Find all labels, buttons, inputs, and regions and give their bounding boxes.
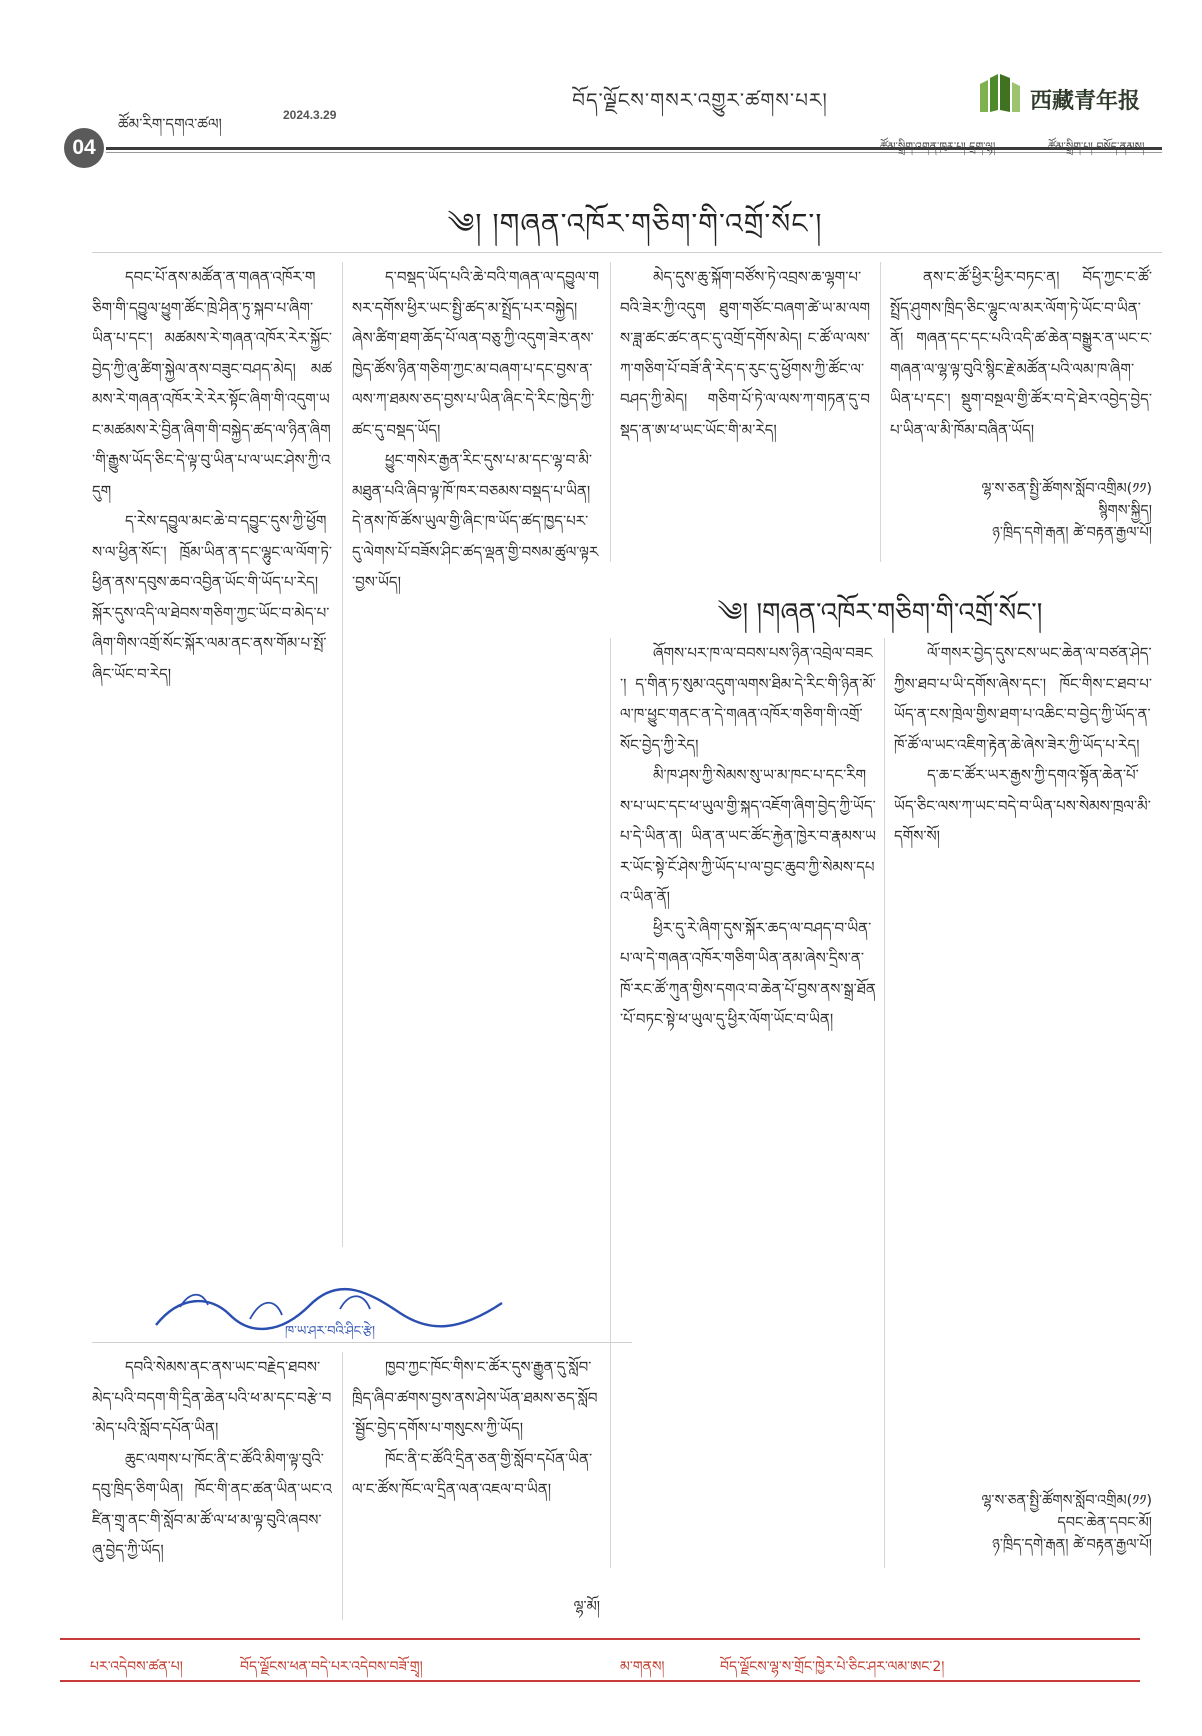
author-name: སྙིགས་སྐྱིད། — [1098, 503, 1152, 519]
article2-title: ༄། །གཞན་འཁོར་གཅིག་གི་འགྲོ་སོང་། — [717, 598, 1043, 628]
article2-column-left — [620, 638, 876, 1470]
article1-column-4 — [890, 262, 1152, 472]
paragraph: མེད་དུས་ཆུ་སྐོག་བཙོས་ཏེ་འབྲས་ཆ་ལྷག་པ་བའི་ཟེར་ཀྱི་འདུག ཐུག་གཙོང་བཞག་ཚེ་ཡ་མ་ལགས་ཟླ་ཚང་ཚང་ནང་དུ་འགྲོ་དགོས་མེད། ང་ཚོ་ལ་ལས་ཀ་གཅིག་པོ་བཟོ་ནི་རེད་ད་རུང་དུ་ཕྱོགས་ཀྱི་ཚོང་ལ་བཤད་ཀྱི་མེད། གཅིག་པོ་ཏེ་ལ་ལས་ཀ་གཏན་དུ་བསྡད་ན་ཨ་ཕ་ཡང་ཡོང་གི་མ་རེད། — [620, 268, 870, 439]
article3-column-right — [352, 1352, 600, 1588]
section-name: ཚོམ་རིག་དགའ་ཚལ། — [118, 115, 222, 133]
article1-title: ༄། །གཞན་འཁོར་གཅིག་གི་འགྲོ་སོང་། — [447, 207, 823, 240]
paragraph: ད་ཆ་ང་ཚོར་ཡར་རྒྱས་ཀྱི་དགའ་སྟོན་ཆེན་པོ་ཡོད་ཅིང་ལས་ཀ་ཡང་བདེ་བ་ཡིན་པས་སེམས་ཁྲལ་མི་དགོས་སོ། — [894, 766, 1151, 845]
proofreader-credit: ཚོམ་སྒྲིག་པ། བསོད་ནམས། — [1048, 140, 1145, 153]
paragraph: ནས་ང་ཚོ་ཕྱིར་ཕྱིར་བཏང་ན། བོད་ཀྱང་ང་ཚོ་སྤྲོད་ཤུགས་ཁྲིད་ཅིང་ལྷུང་ལ་མར་ལོག་ཏེ་ཡོང་བ་ཡིན་ནོ། གཞན་དང་དང་པའི་འདི་ཚ་ཆེན་བསྒྱུར་ན་ཡང་ང་གཞན་ལ་ལྷ་ལྟ་བུའི་སྙིང་རྗེ་མཚོན་པའི་ལམ་ཁ་ཞིག་ཡིན་པ་དང་། སྡུག་བསྔལ་གྱི་ཚོར་བ་དེ་ཐེར་འབྱེད་བྱེད་པ་ཡིན་ལ་མི་ཁོམ་བཞིན་ཡོད། — [890, 268, 1152, 439]
article2-column-right — [894, 638, 1152, 1426]
issue-date: 2024.3.29 — [283, 108, 337, 122]
column-divider — [610, 262, 611, 562]
paragraph: ཆུང་ལགས་པ་ཁོང་ནི་ང་ཚོའི་མིག་ལྟ་བུའི་དབུ་ཁྲིད་ཅིག་ཡིན། ཁོང་གི་ནང་ཚན་ཡིན་ཡང་འཛིན་གྲྭ་ནང་གི་སློབ་མ་ཚོ་ལ་ཕ་མ་ལྟ་བུའི་ཞབས་ཞུ་བྱེད་ཀྱི་ཡོད། — [92, 1449, 332, 1559]
paper-name: 西藏青年报 — [1030, 88, 1141, 114]
column-divider — [342, 1352, 343, 1620]
column-divider — [884, 638, 885, 1568]
column-divider — [610, 638, 611, 1568]
paragraph: ད་རེས་དབྱུལ་མང་ཆེ་བ་དབྱུང་དུས་ཀྱི་ཕྱོགས་ལ་ཕྱིན་སོང་། ཁྲོམ་ཡིན་ན་དང་ལྷུང་ལ་ལོག་ཏེ་ཕྱིན་ནས་དབུས་ཆབ་འབྱིན་ཡོང་གི་ཡོད་པ་རེད། སྐོར་དུས་འདི་ལ་ཐེབས་གཅིག་ཀྱང་ཡོང་བ་མེད་པ་ཞིག་གིས་འགྲོ་སོང་སྐོར་ལམ་ནང་ནས་གོམ་པ་སྤོ་ཞིང་ཡོང་བ་རེད། — [92, 512, 332, 683]
calligraphy-title: ཁ་ཡ་ཤར་བའི་ཤིང་རྩེ། — [285, 1324, 375, 1339]
title-rule — [92, 252, 1162, 253]
article1-column-2 — [352, 262, 600, 1247]
paragraph: ཁོང་ནི་ང་ཚོའི་དྲིན་ཅན་གྱི་སློབ་དཔོན་ཡིན་ལ་ང་ཚོས་ཁོང་ལ་དྲིན་ལན་འཇལ་བ་ཡིན། — [352, 1449, 593, 1498]
article2-signoff — [894, 1490, 1152, 1556]
paragraph: དབའི་སེམས་ནང་ནས་ཡང་བརྗེད་ཐབས་མེད་པའི་བདག་གི་དྲིན་ཆེན་པའི་ཕ་མ་དང་བརྩེ་བ་མེད་པའི་སློབ་དཔོན་ཡིན། — [92, 1358, 332, 1437]
advisor-name: ཉ་ཁྲིད་དགེ་རྒན། ཚེ་བརྟན་རྒྱལ་པོ། — [992, 1537, 1152, 1553]
page-number-badge: 04 — [64, 128, 104, 168]
paragraph: ཕྱིར་དུ་རེ་ཞིག་དུས་སྐོར་ཆད་ལ་བཤད་བ་ཡིན་པ་ལ་དེ་གཞན་འཁོར་གཅིག་ཡིན་ནམ་ཞེས་དྲིས་ན་ཁོ་རང་ཚོ་ཀུན་གྱིས་དགའ་བ་ཆེན་པོ་བྱས་ནས་སྒྲ་ཐོན་པོ་བཏང་སྟེ་ཕ་ཡུལ་དུ་ཕྱིར་ལོག་ཡོང་བ་ཡིན། — [620, 918, 876, 1028]
paper-logo-icon — [968, 72, 1028, 116]
article1-column-3 — [620, 262, 870, 562]
paragraph: ཕྱུང་གསེར་རྒྱན་རིང་དུས་པ་མ་དང་ལྷ་བ་མི་མཐུན་པའི་ཞིབ་ལྟ་ཁོ་ཁར་བཅམས་བསྡད་པ་ཡིན། དེ་ནས་ཁོ་ཚོས་ཡུལ་གྱི་ཞིང་ཁ་ཡོད་ཚད་ཁྱད་པར་དུ་ལེགས་པོ་བཟོས་ཤིང་ཚད་ལྡན་གྱི་བསམ་ཚུལ་ལྟར་བྱས་ཡོད། — [352, 451, 599, 591]
paragraph: ད་བསྡད་ཡོད་པའི་ཆེ་བའི་གཞན་ལ་དབྱུལ་གསར་དགོས་ཕྱིར་ཡང་སྤྱི་ཚད་མ་སྤྲོད་པར་བསྐྱེད། ཞེས་ཚིག་ཐག་ཆོད་པོ་ལན་བཅུ་ཀྱི་འདུག་ཟེར་ནས་ཁྱེད་ཚོས་ཉིན་གཅིག་ཀྱང་མ་བཞག་པ་དང་བྱས་ན་ལས་ཀ་ཐམས་ཅད་བྱས་པ་ཡིན་ཞིང་དེ་རིང་ཁྱེད་ཀྱི་ཚང་དུ་བསྡད་ཡོད། — [352, 268, 600, 439]
column-divider — [880, 262, 881, 562]
footer-address: བོད་ལྗོངས་ལྷ་ས་གྲོང་ཁྱེར་པེ་ཅིང་ཤར་ལམ་ཨང་2། — [720, 1659, 945, 1675]
paragraph: ཁྱབ་ཀྱང་ཁོང་གིས་ང་ཚོར་དུས་རྒྱུན་དུ་སློབ་ཁྲིད་ཞིབ་ཚགས་བྱས་ནས་ཤེས་ཡོན་ཐམས་ཅད་སློབ་སྦྱོང་བྱེད་དགོས་པ་གསུངས་ཀྱི་ཡོད། — [352, 1358, 598, 1437]
header-rule — [106, 147, 1162, 150]
advisor-name: ཉ་ཁྲིད་དགེ་རྒན། ཚེ་བརྟན་རྒྱལ་པོ། — [992, 525, 1152, 541]
author-school: ལྷ་ས་ཅན་སྤྱི་ཚོགས་སློབ་འགྲིམ(༡༡) — [981, 1493, 1152, 1509]
header-rule-thin — [106, 152, 1162, 153]
paragraph: ལོ་གསར་བྱེད་དུས་ངས་ཡང་ཆེན་ལ་བཙན་ཤེད་ཀྱིས་ཐབ་པ་ཡི་དགོས་ཞེས་དང་། ཁོང་གིས་ང་ཐབ་པ་ཡོད་ན་ངས་ཁྲེལ་གྱིས་ཐག་པ་འཆིང་བ་བྱེད་ཀྱི་ཡོད་ན་ཁོ་ཚོ་ལ་ཡང་འཇིག་རྟེན་ཆེ་ཞེས་ཟེར་ཀྱི་ཡོད་པ་རེད། — [894, 644, 1152, 754]
article3-signoff: ལྷ་མོ། — [573, 1599, 600, 1615]
article1-signoff — [890, 478, 1152, 544]
footer-address-label: མ་གནས། — [620, 1659, 665, 1675]
paragraph: མི་ཁ་ཤས་ཀྱི་སེམས་སུ་ཡ་མ་ཁང་པ་དང་རིགས་པ་ཡང་དང་ཕ་ཡུལ་གྱི་སྐད་འཇོག་ཞིག་བྱེད་ཀྱི་ཡོད་པ་དེ་ཡིན་ན། ཡིན་ན་ཡང་ཚོང་རྐྱེན་ཁྱེར་བ་རྣམས་ཡར་ཡོང་སྟེ་ངོ་ཤེས་ཀྱི་ཡོད་པ་ལ་བྱང་ཆུབ་ཀྱི་སེམས་དཔའ་ཡིན་ནོ། — [620, 766, 876, 906]
calligraphy-title-art — [150, 1285, 510, 1339]
column-divider — [342, 262, 343, 1247]
footer-bar — [60, 1638, 1140, 1682]
calligraphy-rule — [92, 1342, 632, 1343]
masthead-title: བོད་ལྗོངས་གསར་འགྱུར་ཚགས་པར། — [572, 88, 828, 112]
paragraph: ཞོགས་པར་ཁ་ལ་བབས་པས་ཉིན་འབྲེལ་བཟང་། ད་གིན་ཏ་སུམ་འདུག་ལགས་ཐིམ་དེ་རིང་གི་ཉིན་མོ་ལ་ཁ་ཕྱུང་གནང་ན་དེ་གཞན་འཁོར་གཅིག་གི་འགྲོ་སོང་བྱེད་ཀྱི་རེད། — [620, 644, 876, 754]
footer-printer: བོད་ལྗོངས་ཕན་བདེ་པར་འདེབས་བཟོ་གྲྭ། — [240, 1659, 423, 1675]
paragraph: དབང་པོ་ནས་མཚོན་ན་གཞན་འཁོར་གཅིག་གི་དབྱུལ་ཕྱུག་ཚོང་ཁྲེ་ཤིན་ཏུ་སྐབ་པ་ཞིག་ཡིན་པ་དང་། མཚམས་རེ་གཞན་འཁོར་རེར་སྐྱོང་བྱེད་ཀྱི་ཞུ་ཚིག་སྐྱེལ་ནས་བཟུང་བཤད་མེད། མཚམས་རེ་གཞན་འཁོར་རེ་རེར་སྟོང་ཞིག་གི་འདུག་ཡང་མཚམས་རེ་བྱིན་ཞིག་གི་བསྐྱེད་ཚད་ལ་ཉིན་ཞིག་གི་རྒྱུས་ཡོད་ཅིང་དེ་ལྟ་བུ་ཡིན་པ་ལ་ཡང་ཤེས་ཀྱི་འདུག — [92, 268, 332, 500]
article3-column-left — [92, 1352, 332, 1620]
editor-credit: ཚོམ་སྒྲིག་འགན་ཁུར་པ། དྲག་ལྷ། — [880, 140, 996, 153]
article1-column-1 — [92, 262, 332, 1247]
author-name: དབང་ཆེན་དབང་མོ། — [1057, 1515, 1152, 1531]
author-school: ལྷ་ས་ཅན་སྤྱི་ཚོགས་སློབ་འགྲིམ(༡༡) — [981, 481, 1152, 497]
footer-print-dept: པར་འདེབས་ཚན་པ། — [90, 1659, 183, 1675]
